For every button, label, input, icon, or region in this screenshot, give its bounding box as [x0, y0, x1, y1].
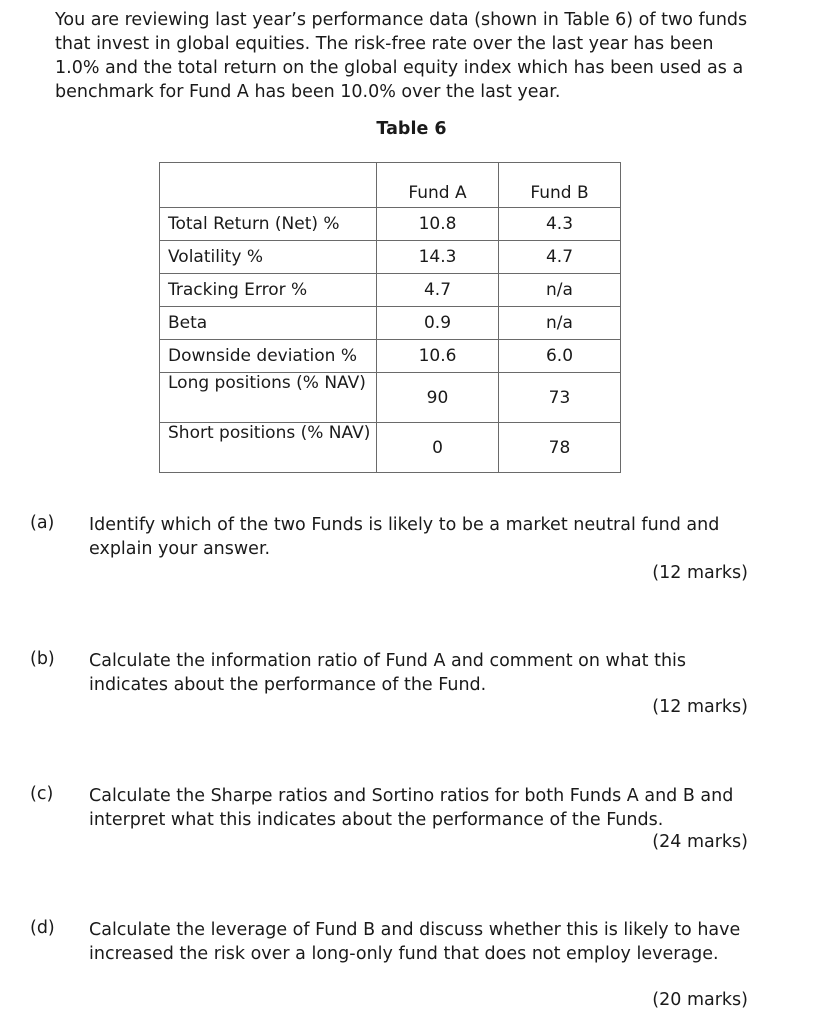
fund-b-value: n/a [499, 274, 621, 307]
row-label: Short positions (% NAV) [160, 423, 377, 473]
header-fund-a: Fund A [377, 163, 499, 208]
fund-a-value: 10.8 [377, 208, 499, 241]
fund-a-value: 14.3 [377, 241, 499, 274]
table-row [160, 340, 621, 373]
row-label: Downside deviation % [160, 340, 377, 373]
table-row [160, 373, 621, 423]
table-header-row [160, 163, 621, 208]
table-title: Table 6 [376, 119, 447, 139]
table-row [160, 423, 621, 473]
fund-a-value: 10.6 [377, 340, 499, 373]
question-c-marks: (24 marks) [652, 832, 748, 852]
question-b-text: Calculate the information ratio of Fund A and comment on what this indicates about the performance of the Fund. [89, 651, 687, 695]
header-fund-b: Fund B [499, 163, 621, 208]
fund-b-value: 73 [499, 373, 621, 423]
table-row [160, 307, 621, 340]
row-label: Beta [160, 307, 377, 340]
question-b-label: (b) [30, 649, 55, 669]
table-row [160, 208, 621, 241]
table-row [160, 241, 621, 274]
fund-b-value: 4.3 [499, 208, 621, 241]
fund-a-value: 90 [377, 373, 499, 423]
performance-table [159, 162, 621, 473]
question-a-marks: (12 marks) [652, 563, 748, 583]
fund-a-value: 0 [377, 423, 499, 473]
row-label: Volatility % [160, 241, 377, 274]
fund-a-value: 0.9 [377, 307, 499, 340]
question-c-text: Calculate the Sharpe ratios and Sortino ratios for both Funds A and B and interpret what this indicates about the performance of the Funds. [89, 786, 734, 830]
header-empty-cell [160, 163, 377, 208]
question-d-text: Calculate the leverage of Fund B and discuss whether this is likely to have increased the risk over a long-only fund that does not employ leverage. [89, 920, 741, 964]
row-label: Tracking Error % [160, 274, 377, 307]
question-d-marks: (20 marks) [652, 990, 748, 1010]
question-b-marks: (12 marks) [652, 697, 748, 717]
fund-b-value: 4.7 [499, 241, 621, 274]
question-d-label: (d) [30, 918, 55, 938]
fund-b-value: 78 [499, 423, 621, 473]
row-label: Total Return (Net) % [160, 208, 377, 241]
fund-b-value: n/a [499, 307, 621, 340]
question-a-text: Identify which of the two Funds is likely to be a market neutral fund and explain your answer. [89, 515, 720, 559]
table-row [160, 274, 621, 307]
intro-paragraph: You are reviewing last year’s performance data (shown in Table 6) of two funds that invest in global equities. The risk-free rate over the last year has been 1.0% and the total return on the global equity index which has been used as a benchmark for Fund A has been 10.0% over the last year. [55, 10, 748, 102]
fund-b-value: 6.0 [499, 340, 621, 373]
question-a-label: (a) [30, 513, 55, 533]
fund-a-value: 4.7 [377, 274, 499, 307]
question-c-label: (c) [30, 784, 54, 804]
row-label: Long positions (% NAV) [160, 373, 377, 423]
